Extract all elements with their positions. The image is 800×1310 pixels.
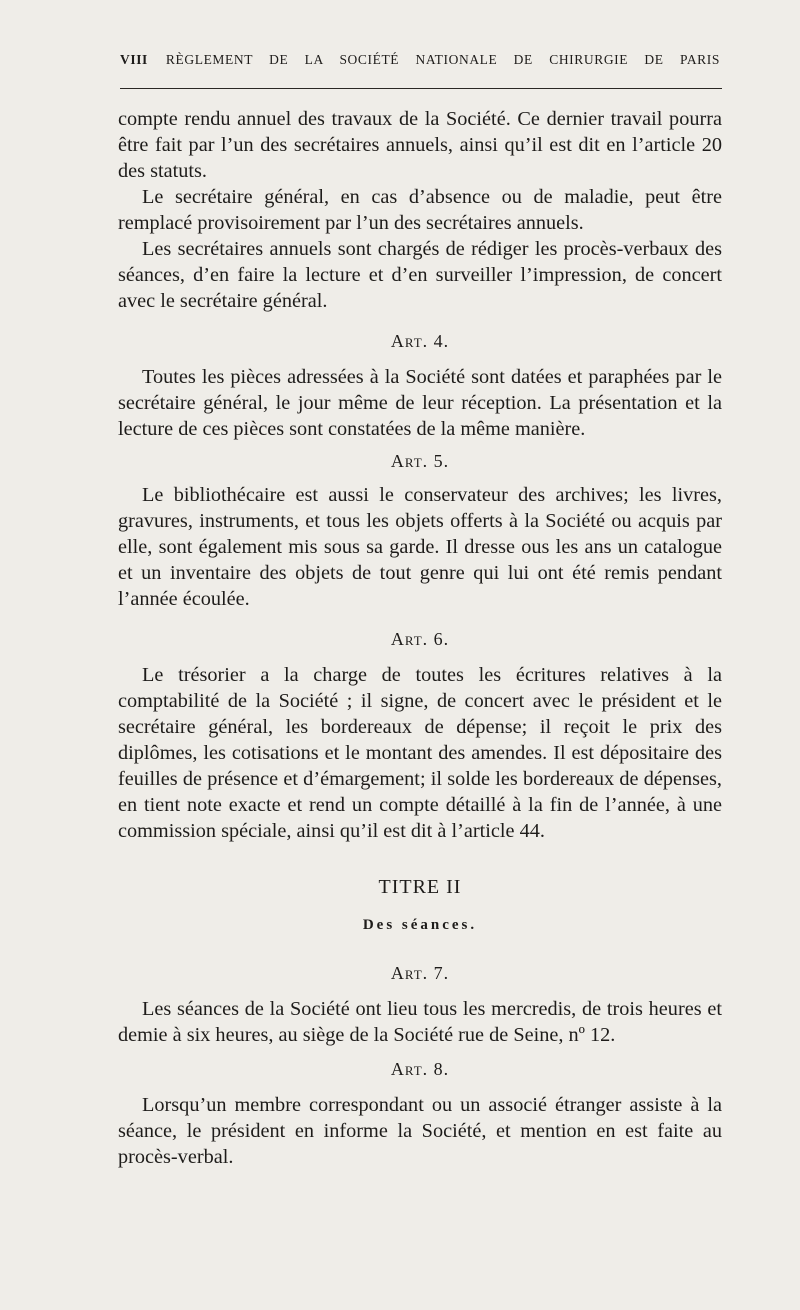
article-6-heading: Art. 6. xyxy=(390,629,450,649)
article-7-heading: Art. 7. xyxy=(390,963,450,983)
article-5-heading: Art. 5. xyxy=(390,451,450,471)
running-header xyxy=(120,52,720,68)
page-number: VIII xyxy=(120,52,148,67)
article-8-heading: Art. 8. xyxy=(390,1059,450,1079)
paragraph-secretaires-annuels: Les secrétaires annuels sont chargés de rédiger les procès-verbaux des séances, d’en faire la lecture et d’en surveiller l’impression, de concert avec le secrétaire général. xyxy=(118,238,722,312)
section-title: TITRE II xyxy=(378,876,462,898)
article-5-text: Le bibliothécaire est aussi le conservateur des archives; les livres, gravures, instruments, et tous les objets offerts à la Société ou acquis par elle, sont également mis sous sa garde. Il dresse ous les ans un catalogue et un inventaire des objets de tout genre qui lui ont été remis pendant l’année écoulée. xyxy=(118,484,722,610)
paragraph-secretaire-general: Le secrétaire général, en cas d’absence ou de maladie, peut être remplacé provisoirement par l’un des secrétaires annuels. xyxy=(118,186,722,234)
article-6-text: Le trésorier a la charge de toutes les écritures relatives à la comptabilité de la Société ; il signe, de concert avec le président et le secrétaire général, les bordereaux de dépense; il reçoit le prix des diplômes, les cotisations et le montant des amendes. Il est dépositaire des feuilles de présence et d’émargement; il solde les bordereaux de dépenses, en tient note exacte et rend un compte détaillé à la fin de l’année, à une commission spéciale, ainsi qu’il est dit à l’article 44. xyxy=(118,664,722,842)
section-subtitle: Des séances. xyxy=(362,917,478,933)
article-7-text: Les séances de la Société ont lieu tous les mercredis, de trois heures et demie à six heures, au siège de la Société rue de Seine, nº 12. xyxy=(118,998,722,1046)
running-title: RÈGLEMENT DE LA SOCIÉTÉ NATIONALE DE CHIRURGIE DE PARIS xyxy=(165,52,720,67)
paragraph-continued: compte rendu annuel des travaux de la Société. Ce dernier travail pourra être fait par l’un des secrétaires annuels, ainsi qu’il est dit en l’article 20 des statuts. xyxy=(118,108,722,182)
article-8-text: Lorsqu’un membre correspondant ou un associé étranger assiste à la séance, le président en informe la Société, et mention en est faite au procès-verbal. xyxy=(118,1094,722,1168)
header-rule xyxy=(120,88,722,89)
article-4-text: Toutes les pièces adressées à la Société sont datées et paraphées par le secrétaire général, le jour même de leur réception. La présentation et la lecture de ces pièces sont constatées de la même manière. xyxy=(118,366,722,440)
article-4-heading: Art. 4. xyxy=(390,331,450,351)
page-body xyxy=(118,106,722,1170)
